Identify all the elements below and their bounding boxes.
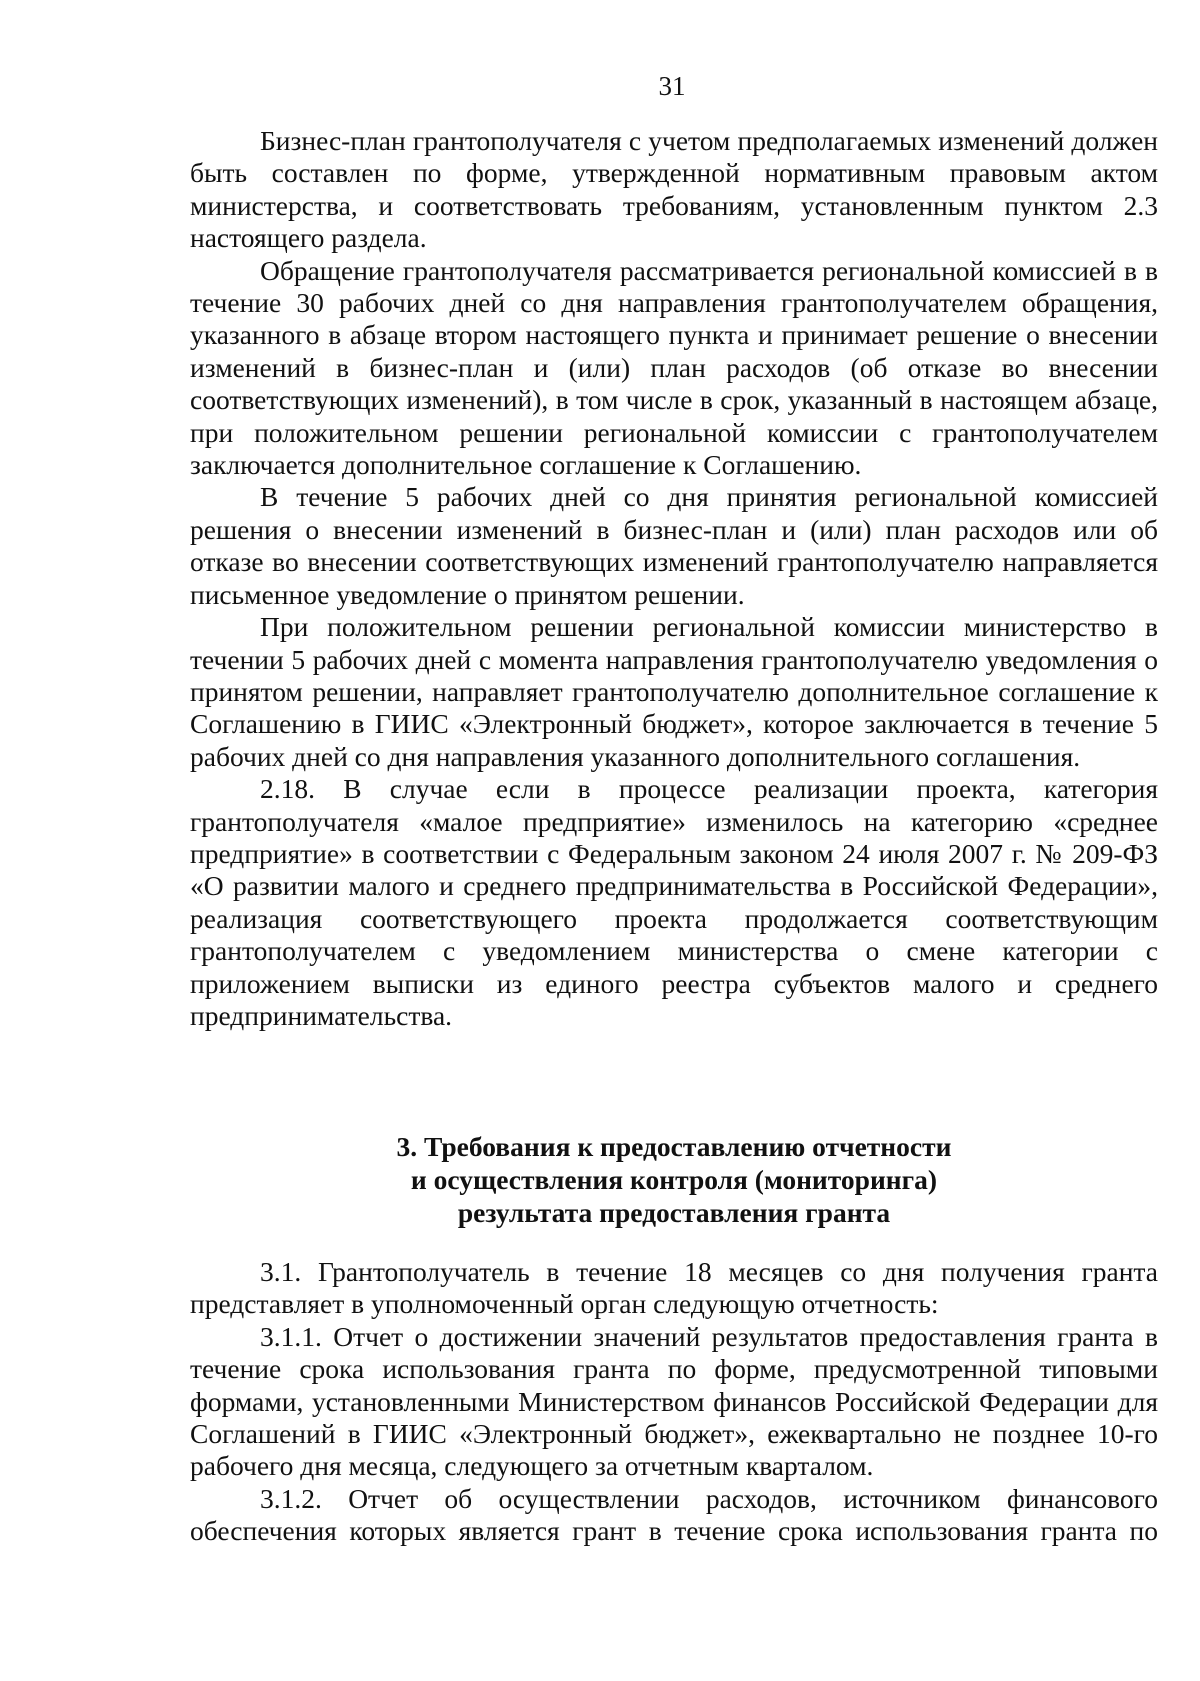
section-heading bbox=[190, 1130, 1158, 1229]
paragraph: Обращение грантополучателя рассматривается региональной комиссией в в течение 30 рабочих дней со дня направления грантополучателем обращения, указанного в абзаце втором настоящего пункта и принимает решение о внесении изменений в бизнес-план и (или) план расходов (об отказе во внесении соответствующих изменений), в том числе в срок, указанный в настоящем абзаце, при положительном решении региональной комиссии с грантополучателем заключается дополнительное соглашение к Соглашению. bbox=[190, 254, 1158, 481]
paragraph: 3.1.1. Отчет о достижении значений результатов предоставления гранта в течение срока использования гранта по форме, предусмотренной типовыми формами, установленными Министерством финансов Российской Федерации для Соглашений в ГИИС «Электронный бюджет», ежеквартально не позднее 10-го рабочего дня месяца, следующего за отчетным кварталом. bbox=[190, 1320, 1158, 1482]
section-heading-line: и осуществления контроля (мониторинга) bbox=[410, 1164, 938, 1195]
paragraph: 3.1. Грантополучатель в течение 18 месяцев со дня получения гранта представляет в уполномоченный орган следующую отчетность: bbox=[190, 1256, 1158, 1320]
body-text-top bbox=[190, 125, 1158, 1032]
page-number: 31 bbox=[658, 71, 686, 101]
section-heading-line: результата предоставления гранта bbox=[457, 1197, 891, 1228]
paragraph: 2.18. В случае если в процессе реализации проекта, категория грантополучателя «малое предприятие» изменилось на категорию «среднее предприятие» в соответствии с Федеральным законом 24 июля 2007 г. № 209-ФЗ «О развитии малого и среднего предпринимательства в Российской Федерации», реализация соответствующего проекта продолжается соответствующим грантополучателем с уведомлением министерства о смене категории с приложением выписки из единого реестра субъектов малого и среднего предпринимательства. bbox=[190, 773, 1158, 1031]
paragraph: При положительном решении региональной комиссии министерство в течении 5 рабочих дней с момента направления грантополучателю уведомления о принятом решении, направляет грантополучателю дополнительное соглашение к Соглашению в ГИИС «Электронный бюджет», которое заключается в течение 5 рабочих дней со дня направления указанного дополнительного соглашения. bbox=[190, 611, 1158, 772]
paragraph: 3.1.2. Отчет об осуществлении расходов, источником финансового обеспечения которых является грант в течение срока использования гранта по bbox=[190, 1482, 1158, 1547]
paragraph: В течение 5 рабочих дней со дня принятия региональной комиссией решения о внесении изменений в бизнес-план и (или) план расходов или об отказе во внесении соответствующих изменений грантополучателю направляется письменное уведомление о принятом решении. bbox=[190, 481, 1158, 610]
paragraph: Бизнес-план грантополучателя с учетом предполагаемых изменений должен быть составлен по форме, утвержденной нормативным правовым актом министерства, и соответствовать требованиям, установленным пунктом 2.3 настоящего раздела. bbox=[190, 125, 1158, 254]
body-text-section-3 bbox=[190, 1256, 1158, 1548]
section-heading-line: 3. Требования к предоставлению отчетности bbox=[396, 1131, 952, 1162]
